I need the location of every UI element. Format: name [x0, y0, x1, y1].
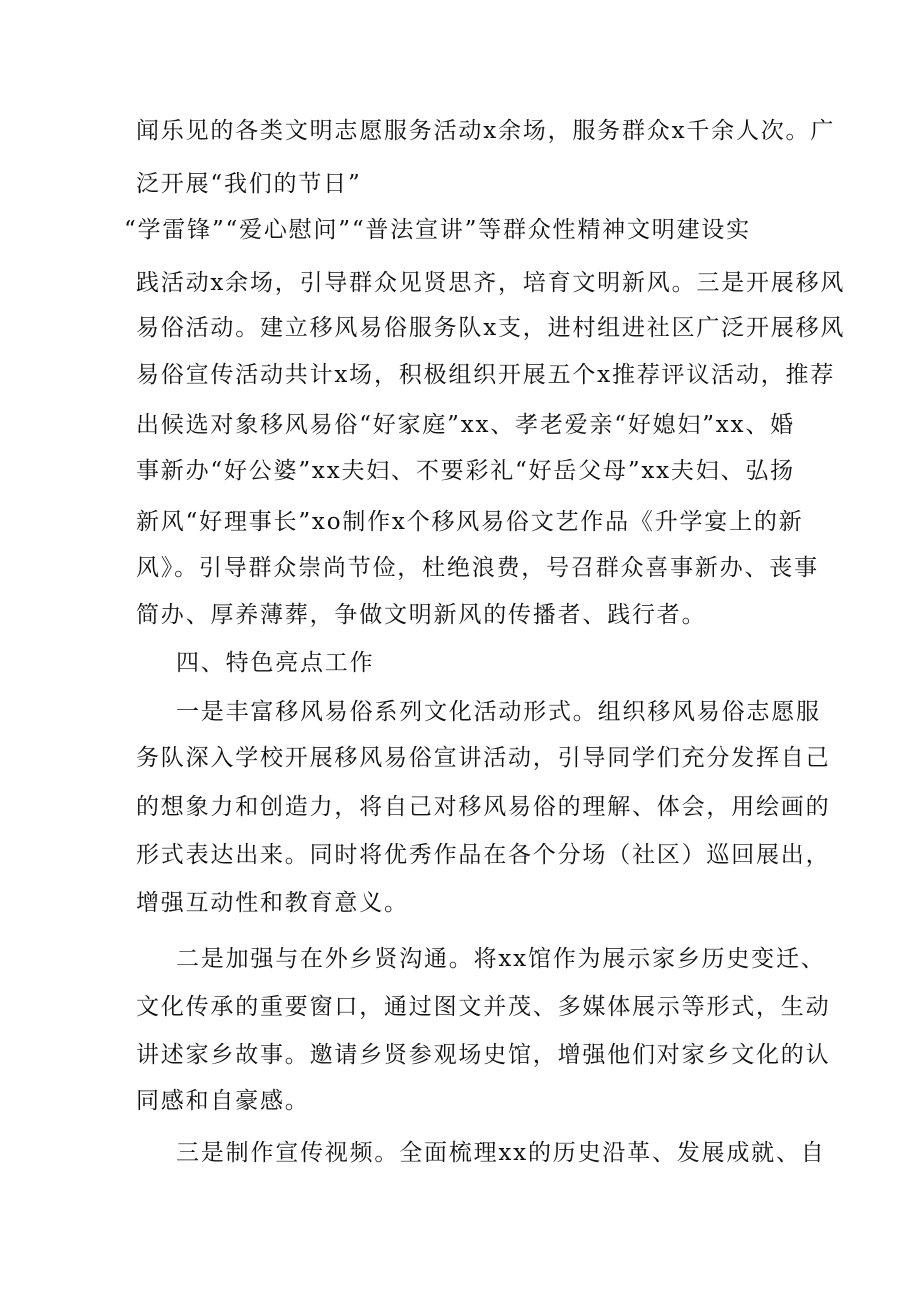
- text-line: 易俗宣传活动共计x场，积极组织开展五个x推荐评议活动，推荐: [136, 362, 836, 388]
- text-line: 简办、厚养薄葬，争做文明新风的传播者、践行者。: [136, 602, 707, 628]
- text-line: 同感和自豪感。: [136, 1088, 310, 1114]
- text-line: 务队深入学校开展移风易俗宣讲活动，引导同学们充分发挥自己: [136, 745, 831, 771]
- text-line: 事新办“好公婆”xx夫妇、不要彩礼“好岳父母”xx夫妇、弘扬: [136, 458, 795, 484]
- text-line: 文化传承的重要窗口，通过图文并茂、多媒体展示等形式，生动: [136, 994, 831, 1020]
- text-line: 的想象力和创造力，将自己对移风易俗的理解、体会，用绘画的: [136, 794, 831, 820]
- text-line: 新风“好理事长”xo制作x个移风易俗文艺作品《升学宴上的新: [136, 509, 804, 535]
- text-line: 三是制作宣传视频。全面梳理xx的历史沿革、发展成就、自: [176, 1140, 826, 1166]
- text-line: 泛开展“我们的节日”: [136, 171, 362, 197]
- text-line: 增强互动性和教育意义。: [136, 890, 409, 916]
- text-line: 形式表达出来。同时将优秀作品在各个分场（社区）巡回展出，: [136, 842, 831, 868]
- text-line: 易俗活动。建立移风易俗服务队x支，进村组进社区广泛开展移风: [136, 315, 846, 341]
- section-heading: 四、特色亮点工作: [176, 650, 375, 676]
- text-line: 风》。引导群众崇尚节俭，杜绝浪费，号召群众喜事新办、丧事: [136, 555, 819, 581]
- text-line: 一是丰富移风易俗系列文化活动形式。组织移风易俗志愿服: [176, 699, 821, 725]
- text-line: 二是加强与在外乡贤沟通。将xx馆作为展示家乡历史变迁、: [176, 946, 826, 972]
- text-line: 践活动x余场，引导群众见贤思齐，培育文明新风。三是开展移风: [136, 270, 846, 296]
- text-line: 出候选对象移风易俗“好家庭”xx、孝老爱亲“好媳妇”xx、婚: [136, 412, 795, 438]
- text-line: 闻乐见的各类文明志愿服务活动x余场，服务群众x千余人次。广: [136, 118, 836, 144]
- text-line: “学雷锋”“爱心慰问”“普法宣讲”等群众性精神文明建设实: [124, 217, 751, 243]
- text-line: 讲述家乡故事。邀请乡贤参观场史馆，增强他们对家乡文化的认: [136, 1042, 831, 1068]
